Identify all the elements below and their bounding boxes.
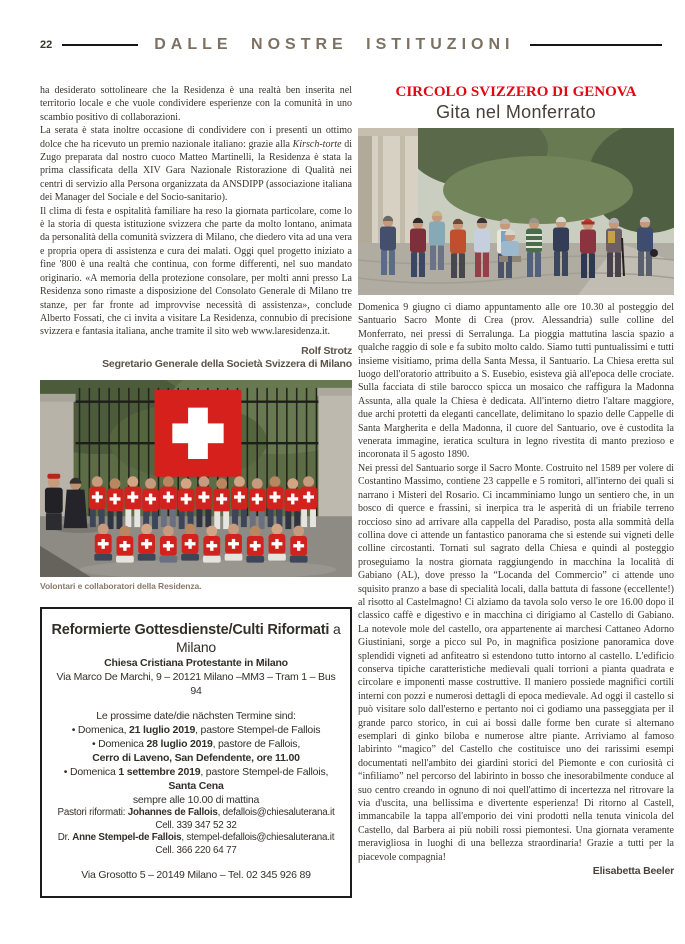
box-date-2: • Domenica 28 luglio 2019, pastore de Fallois, <box>91 738 301 751</box>
box-title-main: Reformierte Gottesdienste/Culti Riformati <box>51 622 330 639</box>
box-date-3: • Domenica 1 settembre 2019, pastore Stempel-de Fallois, Santa Cena <box>63 766 329 793</box>
box-address: Via Marco De Marchi, 9 – 20121 Milano –MM3 – Tram 1 – Bus 94 <box>56 671 336 698</box>
box-footer-address: Via Grosotto 5 – 20149 Milano – Tel. 02 345 926 89 <box>81 869 311 882</box>
para2-start: La serata è stata inoltre occasione di condividere con i presenti un ottimo dolce che ha ricevuto un premio nazionale italiano: grazie alla <box>40 125 352 150</box>
box-subtitle: Chiesa Cristiana Protestante in Milano <box>104 657 288 670</box>
left-signature <box>40 345 352 372</box>
right-photo-group <box>358 128 674 295</box>
box-dates-intro: Le prossime date/die nächsten Termine sind: <box>96 710 296 723</box>
page-number: 22 <box>40 39 53 51</box>
box-pastor-1: Pastori riformati: Johannes de Fallois, defallois@chiesaluterana.it <box>57 807 335 819</box>
section-title: DALLE NOSTRE ISTITUZIONI <box>154 36 515 53</box>
paragraph-gita-2: Nei pressi del Santuario sorge il Sacro Monte. Costruito nel 1589 per volere di Costantino Massimo, contiene 23 cappelle e 5 romitori, all'interno dei quali si narrano i Misteri del Rosario. Ci incamminiamo lungo un sentiero che, in un bosco di querce e frassini, si inerpica tra le asperità di un friabile terreno roccioso sino ad arrivare alla cappella del Paradiso, posta alla sommità della collina dove ci attende un fantastico panorama che si estende sui vigneti delle colline circostanti. Tornati sul sagrato della Chiesa e quindi al posteggio proseguiamo la nostra giornata raggiungendo in macchina la località di Gabiano (AL), dove presso la “Locanda del Commercio” ci attende uno squisito pranzo a base di specialità locali, dalla battuta di fassone (eccellente!) al risotto al Castelmagno! Ci alziamo da tavola solo verso le ore 16.00 dopo il classico caffè e digestivo e in macchina ci dirigiamo al Castello di Gabiano. La notevole mole del castello, ora appartenente ai marchesi Cattaneo Adorno Giustiniani, sorge a picco sul Po, in magnifica posizione panoramica dove splendidi vigneti ad anfiteatro si estendono tutto intorno al castello. L'edificio conserva tipiche caratteristiche medievali quali torrioni a pianta quadrata e circolare e imponenti masse costruttive. Il maniero possiede magnifici cortili interni con pozzi e numerosi dettagli di epoca medievale. Ad oggi il castello si può visitare solo dall'esterno e pertanto noi ci godiamo una passeggiata per il grande parco storico, in cui ai bossi dalle forme ben curate si alternano esemplari di ginko biloba e numerose altre piante. Arriviamo al famoso labirinto “magico” del Castello che costituisce uno dei rarissimi esempi documentati nell'ambito dei giardini storici del Piemonte e con curiosità ci “infiliamo” nel percorso del labirinto in bosso che inesorabilmente conduce al suo centro creando in ognuno di noi quell'attimo di incertezza nel ritrovare la via d'uscita, una bellissima e divertente esperienza! Di ritorno al Castell, immancabile la tappa all'emporio dei vini prodotti nella tenuta vinicola del Castello, dal Barbera ai più nobili rossi piemontesi. Una giornata veramente meravigliosa in luoghi di una bellezza straordinaria! Grazie a tutti per la piacevole compagnia! <box>358 462 674 863</box>
paragraph-gita-1: Domenica 9 giugno ci diamo appuntamento alle ore 10.30 al posteggio del Santuario Sacro Monte di Crea (prov. Alessandria) sulle colline del Monferrato, nei pressi di Serralunga. La pioggia mattutina lascia spazio a qualche raggio di sole e fa subito molto caldo. Siamo tutti puntualissimi e tutti insieme visitiamo, prima della Santa Messa, il Santuario. La Chiesa eretta sul luogo dell'oratorio attribuito a S. Eusebio, esisteva già all'epoca delle crociate. Sulla facciata di stile barocco spicca un mosaico che raffigura la Madonna Assunta, alla quale la Chiesa è dedicata. All'interno dietro l'altare maggiore, due archi protetti da eleganti cancellate, delimitano lo spazio delle Cappelle di Santa Margherita e della Madonna, il cuore del Santuario, ove è custodita la venerata immagine, ieratica scultura in legno rivestita di manto prezioso e incoronata il 5 agosto 1890. <box>358 302 674 461</box>
left-column <box>40 84 352 898</box>
right-column <box>358 84 674 877</box>
box-date-1: • Domenica, 21 luglio 2019, pastore Stempel-de Fallois <box>71 724 321 737</box>
article-title: CIRCOLO SVIZZERO DI GENOVA <box>395 84 637 100</box>
para2-end: di Zugo preparata dal nostro cuoco Matteo Martinelli, la Residenza è stata la prima classificata della XIV Gara Nazionale Ristorazione di Qualità nei centri di servizio alla Persona organizzata da ANSDIPP (associazione italiana dei Manager del Sociale e del Socio-sanitario). <box>40 138 353 204</box>
signature-role: Segretario Generale della Società Svizzera di Milano <box>102 358 352 371</box>
left-photo-caption: Volontari e collaboratori della Residenza. <box>40 581 202 592</box>
left-photo-volunteers <box>40 380 352 577</box>
date-bold: 1 settembre 2019 <box>118 766 201 779</box>
paragraph-residenza-1: ha desiderato sottolineare che la Residenza è una realtà ben inserita nel territorio locale e che vuole condividere esperienze con la comunità in uno scambio positivo di collaborazioni. <box>40 85 352 123</box>
box-pastor-1-cell: Cell. 339 347 52 32 <box>155 819 237 831</box>
paragraph-residenza-2 <box>40 124 352 204</box>
church-services-box <box>40 607 352 898</box>
header-rule-right <box>530 44 662 46</box>
box-date-3-time: sempre alle 10.00 di mattina <box>132 794 260 807</box>
header-rule-left <box>62 44 138 46</box>
signature-name: Rolf Strotz <box>301 344 352 357</box>
shoulder-bag <box>650 249 658 257</box>
date-bold: 21 luglio 2019 <box>129 724 196 737</box>
para2-italic-kirsch-torte: Kirsch-torte <box>292 138 342 150</box>
box-date-2-place: Cerro di Laveno, San Defendente, ore 11.00 <box>92 752 300 765</box>
pastor-name: Johannes de Fallois <box>127 807 218 819</box>
paragraph-residenza-3: Il clima di festa e ospitalità familiare ha reso la giornata particolare, come lo è la storia di questa istituzione svizzera che parte da molto lontano, animata da personalità della comunità svizzera di Milano, che diedero vita ad una vera e propria opera di assistenza e cura dei malati. Oggi quel progetto iniziato a fine '800 è una realtà che continua, con forme differenti, nel suo mandato originario. «A memoria della protezione consolare, per molti anni presso La Residenza sono rimaste a disposizione del Consolato Generale di Milano tre stanze, per far fronte ad improvvise necessità di assistenza», conclude Alberto Fossati, che ci invita a visitare La Residenza, connubio di precisione svizzera e fantasia italiana, anche tramite il sito web www.laresidenza.it. <box>40 205 352 338</box>
red-cap-brim <box>582 222 595 225</box>
page-header <box>40 36 662 54</box>
date-bold: Santa Cena <box>168 780 224 793</box>
right-signature: Elisabetta Beeler <box>592 865 674 878</box>
article-subtitle: Gita nel Monferrato <box>436 102 596 122</box>
box-pastor-2: Dr. Anne Stempel-de Fallois, stempel-defallois@chiesaluterana.it <box>57 832 335 844</box>
floral-scarf <box>608 231 615 243</box>
pastor-name: Anne Stempel-de Fallois <box>72 832 182 844</box>
box-pastor-2-cell: Cell. 366 220 64 77 <box>155 844 237 856</box>
date-bold: 28 luglio 2019 <box>146 738 213 751</box>
box-title <box>50 621 342 656</box>
box-title-suffix: a Milano <box>175 621 341 656</box>
